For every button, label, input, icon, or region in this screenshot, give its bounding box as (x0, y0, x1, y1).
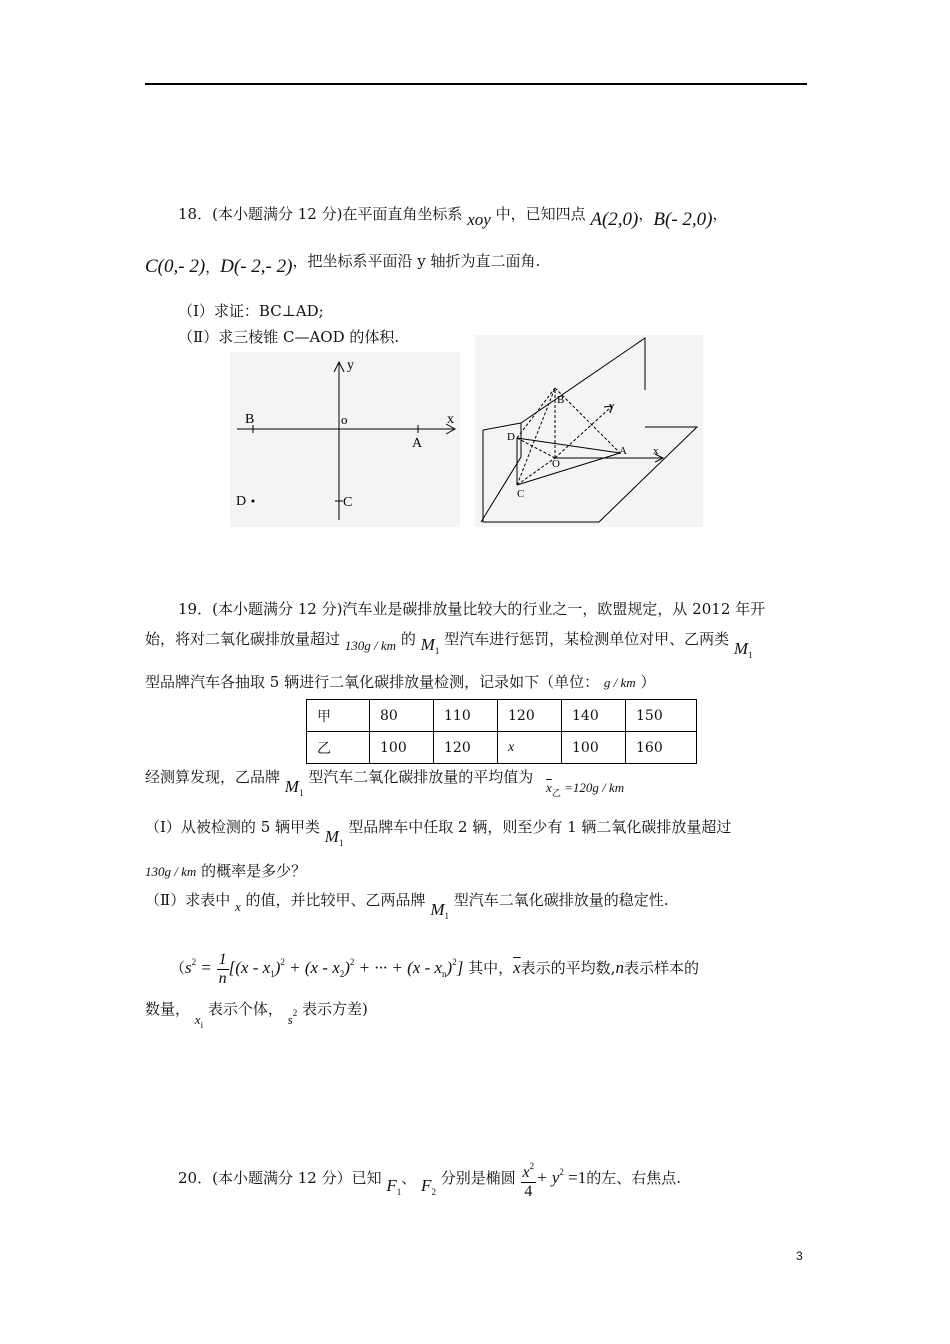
model-m1: $M_1$ (324, 827, 344, 848)
emission-limit: 130g / km (344, 638, 397, 653)
table-cell: 120 (498, 700, 562, 732)
table-cell: 140 (562, 700, 626, 732)
unit: g / km (603, 675, 636, 690)
table-cell: 120 (434, 732, 498, 764)
emission-table (306, 699, 697, 764)
q18-line2: C(0,- 2)，D(- 2,- 2)，把坐标系平面沿 y 轴折为直二面角. (145, 252, 541, 277)
q18-part1: （Ⅰ）求证：BC⊥AD; (178, 302, 324, 320)
label-o: o (341, 412, 348, 427)
label-x: x (447, 412, 454, 427)
math-xoy: xoy (467, 210, 491, 229)
q20-line1: 20．(本小题满分 12 分）已知 $F_1$、 $F_2$ 分别是椭圆 $\frac{x^2}{4}$ + $y^2 =1$的左、右焦点. (178, 1152, 681, 1204)
fig2-label-c: C (517, 488, 525, 500)
fig2-label-d: D (507, 431, 515, 443)
label-c: C (343, 495, 353, 510)
table-cell: 100 (562, 732, 626, 764)
q19-line2: 始，将对二氧化碳排放量超过 130g / km 的 $M_1$ 型汽车进行惩罚，某检测单位对甲、乙两类 $M_1$ (145, 630, 753, 660)
fraction-1-over-n: $\frac{1}{n}$ (218, 950, 227, 987)
label-d: D (236, 494, 247, 509)
model-m1-end: $M_1$ (733, 639, 753, 660)
f1: $F_1$ (386, 1176, 402, 1197)
page-number: 3 (796, 1249, 803, 1263)
fig2-label-y: y (609, 400, 615, 412)
table-cell: 160 (626, 732, 697, 764)
table-row (307, 700, 697, 732)
model-m1: $M_1$ (430, 900, 450, 921)
q18-line1: 18．(本小题满分 12 分)在平面直角坐标系 xoy 中，已知四点 A(2,0)，B(- 2,0)， (178, 205, 728, 230)
fig2-label-x: x (653, 445, 659, 457)
table-cell-unknown: x (498, 732, 562, 764)
q19-part1-cont: 130g / km 的概率是多少？ (145, 862, 307, 880)
label-y: y (347, 358, 354, 373)
table-cell: 150 (626, 700, 697, 732)
table-cell: 80 (370, 700, 434, 732)
point-b: B(- 2,0) (653, 209, 713, 230)
fig2-label-b: B (557, 394, 565, 406)
q19-line1: 19．(本小题满分 12 分)汽车业是碳排放量比较大的行业之一，欧盟规定，从 2012 年开 (178, 600, 766, 618)
variance-formula: （$s^2$ = $\frac{1}{n}$ [$(x - x_1)^2 + (x - x_2)^2$ + ··· + $(x - x_n)^2$] 其中，$\overline{x}$表示的平均数,n表示样本的 (170, 950, 699, 987)
fig2-label-o: O (552, 458, 560, 470)
table-cell: 100 (370, 732, 434, 764)
q19-part2: （Ⅱ）求表中 x 的值，并比较甲、乙两品牌 $M_1$ 型汽车二氧化碳排放量的稳定性. (145, 891, 669, 921)
figure-coordinate-plane (230, 352, 460, 527)
model-m1: $M_1$ (284, 777, 304, 798)
q19-part1: （Ⅰ）从被检测的 5 辆甲类 $M_1$ 型品牌车中任取 2 辆，则至少有 1 辆二氧化碳排放量超过 (145, 818, 732, 848)
label-a: A (412, 436, 423, 451)
point-c: C(0,- 2) (145, 256, 206, 277)
figure-dihedral (475, 335, 703, 527)
point-d: D(- 2,- 2) (220, 256, 293, 277)
point-a: A(2,0) (590, 209, 639, 230)
table-cell: 110 (434, 700, 498, 732)
model-m1: $M_1$ (420, 635, 440, 656)
point-d-dot (252, 500, 255, 503)
label-b: B (245, 412, 255, 427)
header-rule (145, 83, 807, 85)
q19-line3: 型品牌汽车各抽取 5 辆进行二氧化碳排放量检测，记录如下（单位： g / km ） (145, 673, 656, 691)
variance-note: 数量， $x_i$ 表示个体， $s^2$ 表示方差) (145, 1000, 368, 1030)
table-cell: 甲 (307, 700, 370, 732)
q18-part2: （Ⅱ）求三棱锥 C—AOD 的体积. (178, 328, 400, 346)
f2: $F_2$ (421, 1176, 436, 1197)
table-cell: 乙 (307, 732, 370, 764)
table-row (307, 732, 697, 764)
mean-b: $\overline{x}_乙 =120g$ / km (546, 780, 625, 798)
q19-line4: 经测算发现，乙品牌 $M_1$ 型汽车二氧化碳排放量的平均值为 $\overline{x}_乙 =120g$ / km (145, 768, 625, 798)
fraction-x2-over-4: $\frac{x^2}{4}$ (521, 1157, 537, 1201)
fig2-label-a: A (619, 445, 627, 457)
